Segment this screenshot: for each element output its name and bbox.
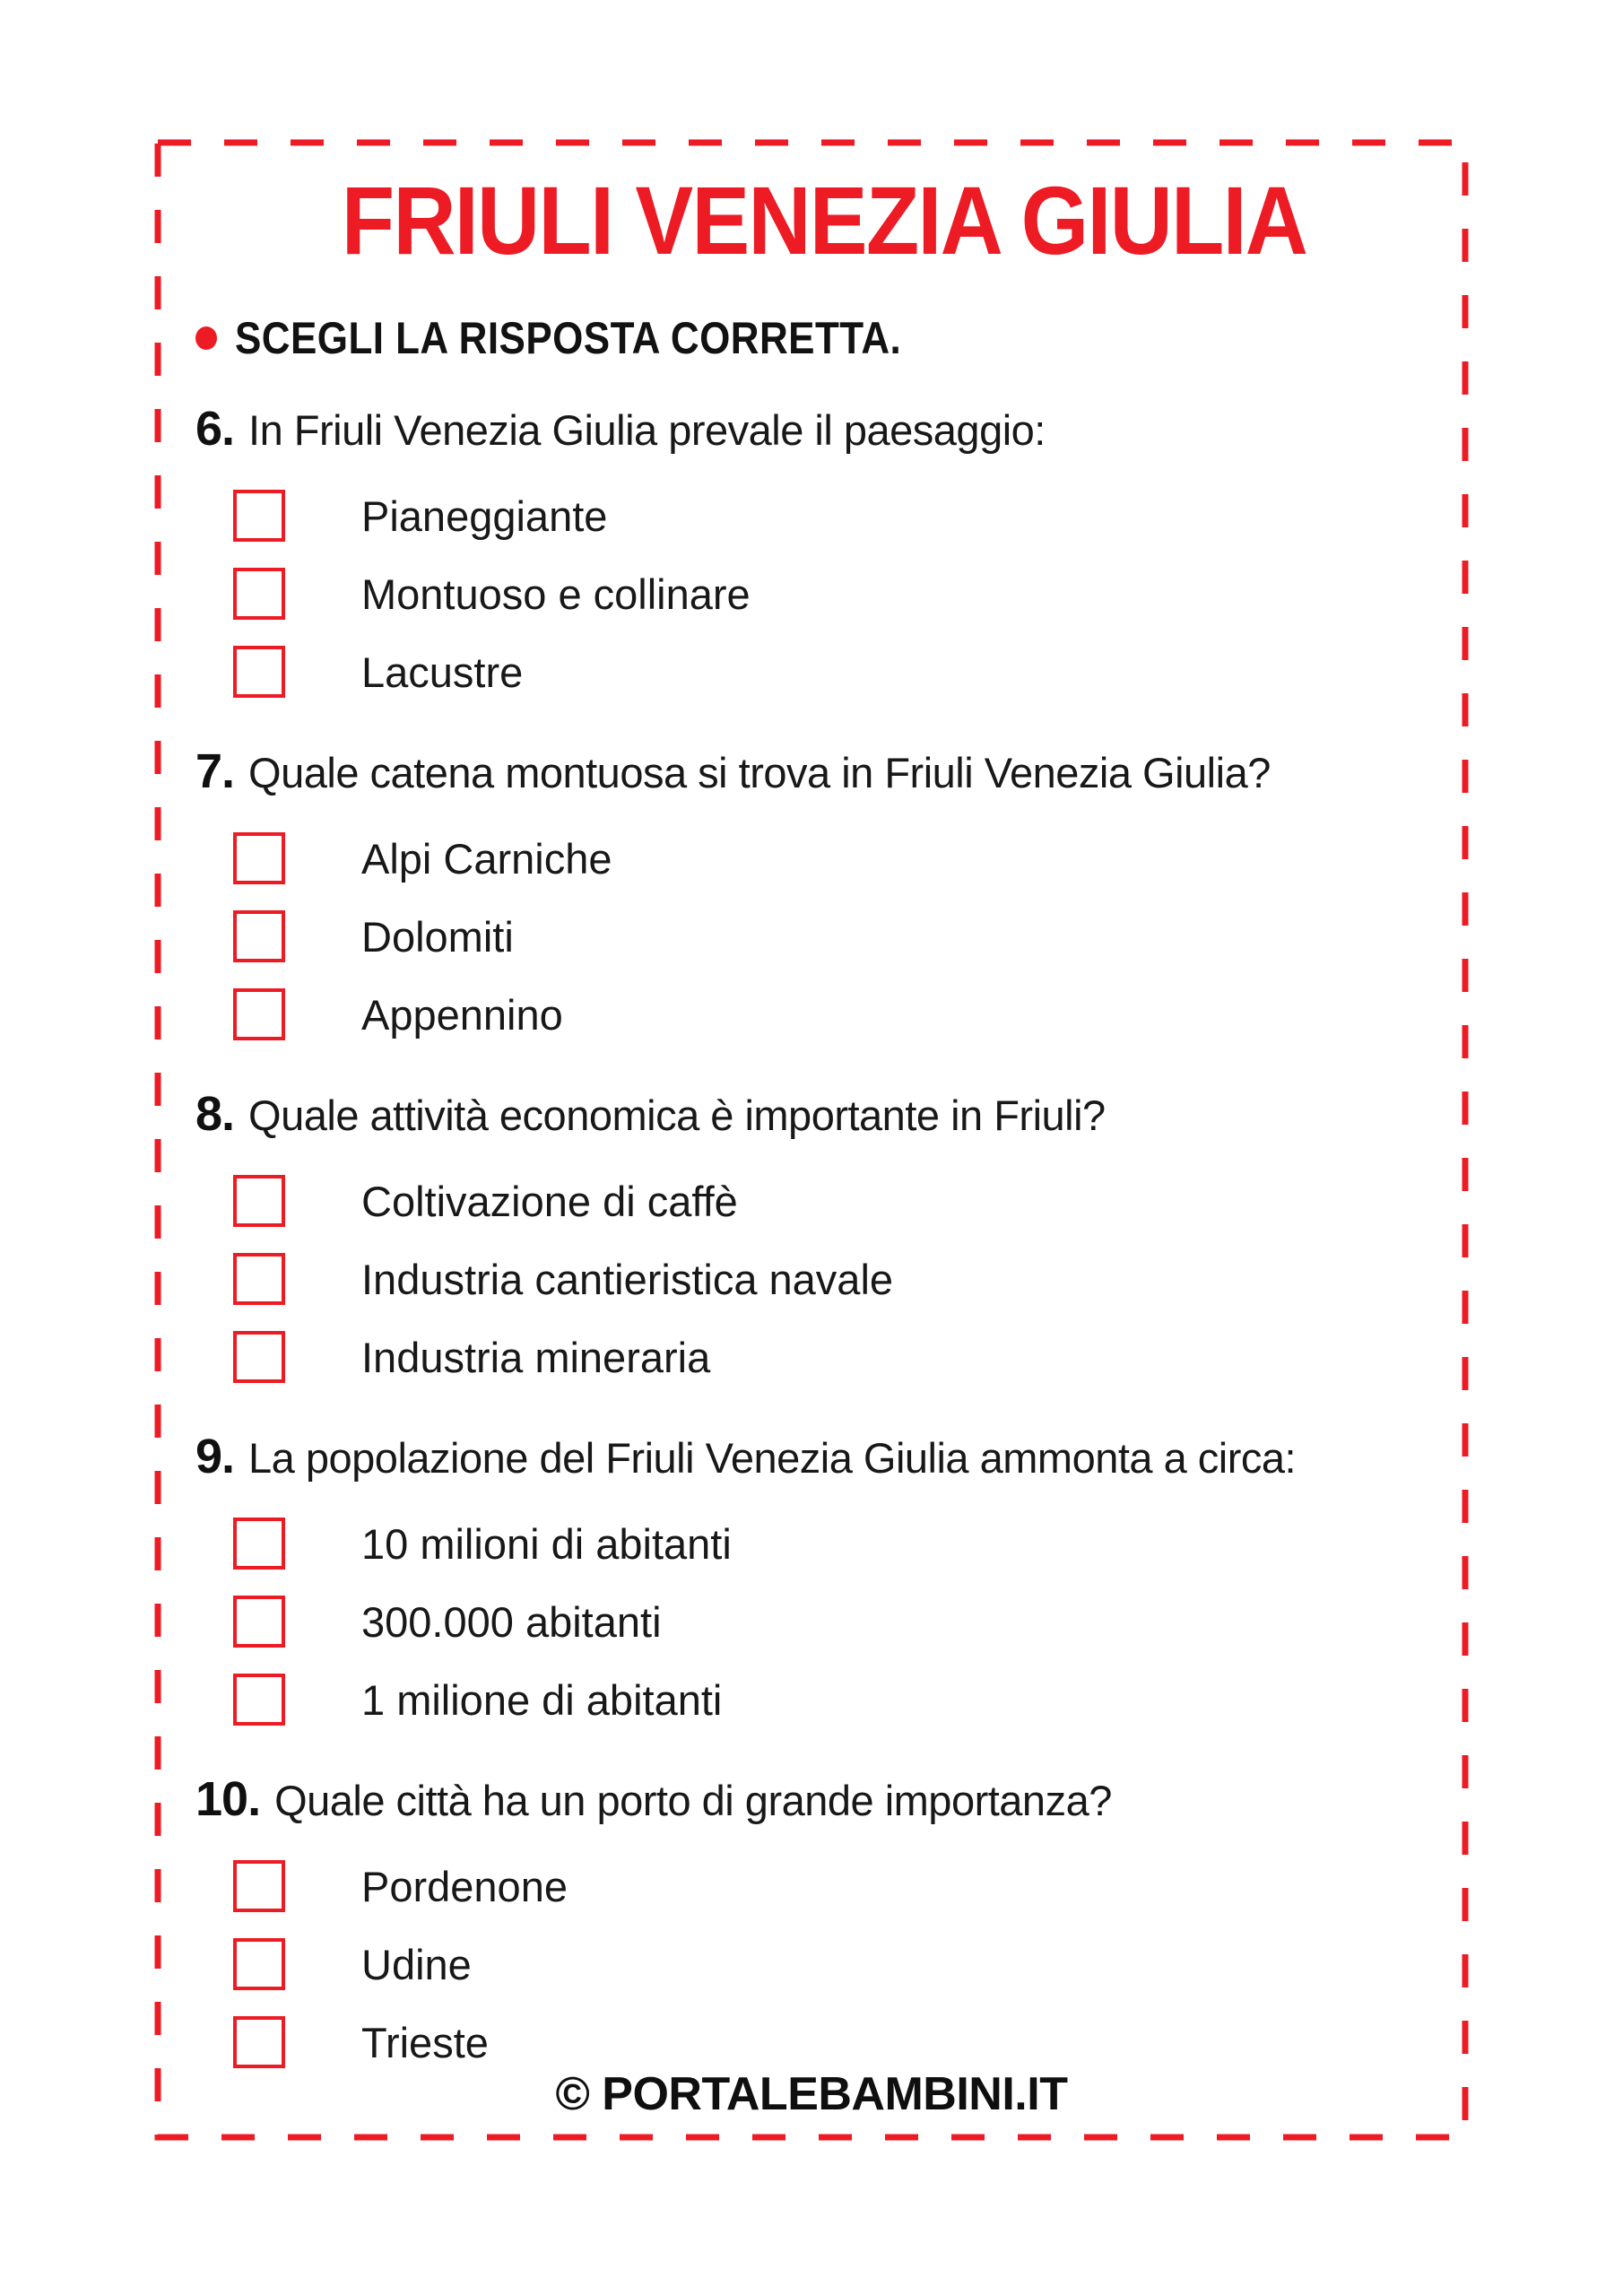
answer-checkbox[interactable] (233, 646, 285, 698)
answer-option (233, 568, 1453, 620)
answer-option (233, 832, 1453, 884)
option-label: Pianeggiante (361, 491, 608, 540)
question-text: Quale catena montuosa si trova in Friuli Venezia Giulia? (248, 749, 1271, 796)
option-label: Industria cantieristica navale (361, 1255, 894, 1303)
answer-checkbox[interactable] (233, 1860, 285, 1912)
option-label: Dolomiti (361, 912, 514, 961)
question-block-8 (195, 1089, 1453, 1383)
question-block-10 (195, 1774, 1453, 2068)
question-text: In Friuli Venezia Giulia prevale il paesaggio: (248, 406, 1046, 454)
answer-checkbox[interactable] (233, 568, 285, 620)
answer-checkbox[interactable] (233, 1175, 285, 1227)
question-heading (195, 1089, 1453, 1152)
question-number: 7. (195, 744, 235, 798)
answer-option (233, 490, 1453, 542)
answer-checkbox[interactable] (233, 1938, 285, 1990)
option-label: Lacustre (361, 648, 524, 696)
option-label: Pordenone (361, 1862, 568, 1910)
question-text: La popolazione del Friuli Venezia Giulia ammonta a circa: (248, 1434, 1297, 1482)
answer-option (233, 2016, 1453, 2068)
answer-checkbox[interactable] (233, 910, 285, 962)
answer-checkbox[interactable] (233, 1596, 285, 1648)
question-number: 6. (195, 402, 235, 456)
option-label: Montuoso e collinare (361, 570, 751, 618)
answer-checkbox[interactable] (233, 988, 285, 1040)
question-text: Quale attività economica è importante in Friuli? (248, 1091, 1106, 1139)
answer-option (233, 1253, 1453, 1305)
answer-option (233, 1938, 1453, 1990)
answer-option (233, 988, 1453, 1040)
question-block-9 (195, 1431, 1453, 1726)
question-heading (195, 1774, 1453, 1837)
instruction-row (195, 314, 1453, 362)
option-label: Coltivazione di caffè (361, 1177, 738, 1225)
option-label: 1 milione di abitanti (361, 1675, 723, 1724)
answer-option (233, 910, 1453, 962)
option-label: Trieste (361, 2018, 489, 2066)
answer-option (233, 1596, 1453, 1648)
option-label: Udine (361, 1940, 472, 1988)
question-number: 10. (195, 1772, 261, 1826)
worksheet-content (195, 160, 1453, 2117)
answer-option (233, 1175, 1453, 1227)
answer-option (233, 1860, 1453, 1912)
answer-checkbox[interactable] (233, 490, 285, 542)
answer-checkbox[interactable] (233, 832, 285, 884)
answer-option (233, 1331, 1453, 1383)
answer-option (233, 1674, 1453, 1726)
answer-option (233, 646, 1453, 698)
answer-checkbox[interactable] (233, 1331, 285, 1383)
question-text: Quale città ha un porto di grande importanza? (274, 1777, 1112, 1824)
option-label: Appennino (361, 990, 563, 1039)
question-heading (195, 746, 1453, 809)
option-label: 300.000 abitanti (361, 1597, 662, 1646)
question-number: 8. (195, 1087, 235, 1141)
instruction-text: SCEGLI LA RISPOSTA CORRETTA. (235, 313, 902, 363)
question-heading (195, 1431, 1453, 1494)
answer-checkbox[interactable] (233, 1253, 285, 1305)
option-label: 10 milioni di abitanti (361, 1519, 732, 1568)
answer-checkbox[interactable] (233, 1518, 285, 1570)
answer-checkbox[interactable] (233, 2016, 285, 2068)
question-number: 9. (195, 1430, 235, 1483)
answer-option (233, 1518, 1453, 1570)
answer-checkbox[interactable] (233, 1674, 285, 1726)
option-label: Industria mineraria (361, 1333, 711, 1381)
question-block-7 (195, 746, 1453, 1040)
option-label: Alpi Carniche (361, 834, 612, 883)
question-heading (195, 404, 1453, 466)
bullet-icon (195, 326, 217, 350)
page-title: FRIULI VENEZIA GIULIA (341, 166, 1307, 274)
question-block-6 (195, 404, 1453, 698)
footer-credit: © PORTALEBAMBINI.IT (555, 2068, 1068, 2120)
